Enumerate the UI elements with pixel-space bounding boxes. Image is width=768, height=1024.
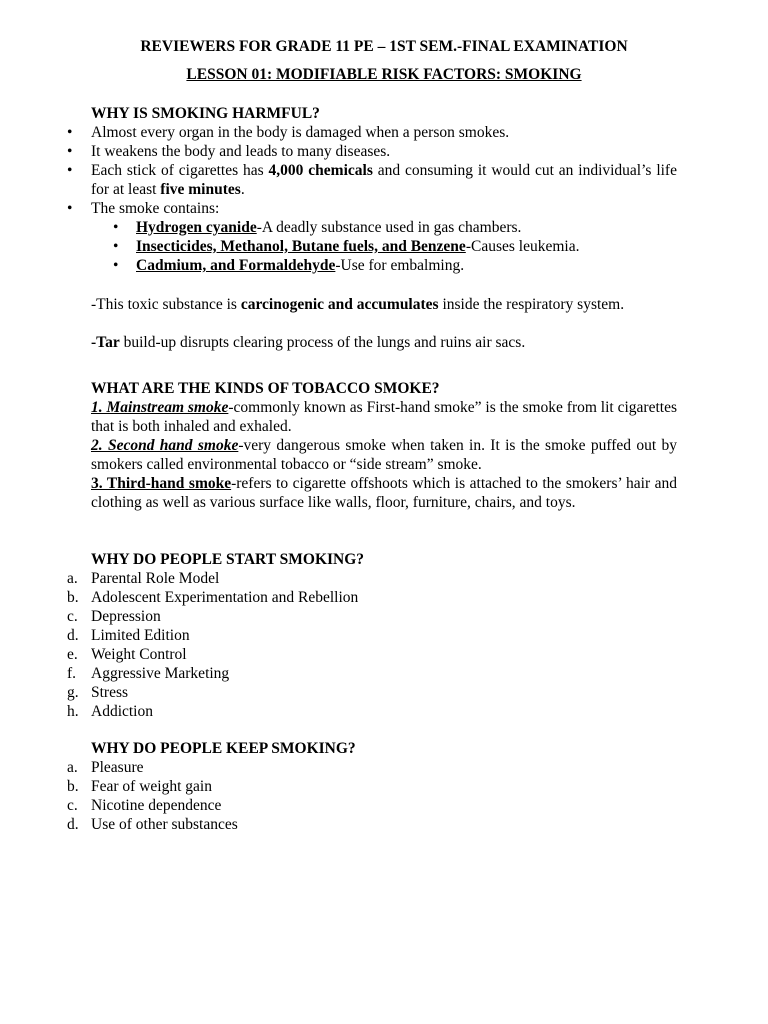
kind-name: 2. Second hand smoke bbox=[91, 437, 239, 454]
emphasis-text: five minutes bbox=[160, 181, 241, 198]
sub-list-item bbox=[113, 256, 677, 275]
list-marker: b. bbox=[67, 778, 79, 795]
list-marker: c. bbox=[67, 608, 78, 625]
substance-desc: -A deadly substance used in gas chambers. bbox=[256, 219, 522, 236]
lesson-title: LESSON 01: MODIFIABLE RISK FACTORS: SMOKING bbox=[186, 66, 582, 83]
bullet-marker: • bbox=[67, 143, 73, 160]
kind-entry bbox=[91, 436, 677, 474]
list-item-text: Addiction bbox=[91, 703, 153, 720]
section-heading: WHY DO PEOPLE START SMOKING? bbox=[91, 551, 365, 568]
kind-name: 1. Mainstream smoke bbox=[91, 399, 229, 416]
list-item-text: Fear of weight gain bbox=[91, 778, 212, 795]
section-heading: WHY DO PEOPLE KEEP SMOKING? bbox=[91, 740, 356, 757]
list-marker: e. bbox=[67, 646, 78, 663]
toxic-paragraph bbox=[91, 295, 677, 314]
section-start bbox=[67, 550, 677, 721]
substance-name: Insecticides, Methanol, Butane fuels, and Benzene bbox=[136, 238, 466, 255]
list-item-text: Aggressive Marketing bbox=[91, 665, 230, 682]
section-kinds bbox=[91, 379, 677, 512]
emphasis-text: 4,000 chemicals bbox=[268, 162, 373, 179]
section-heading: WHAT ARE THE KINDS OF TOBACCO SMOKE? bbox=[91, 380, 440, 397]
section-keep bbox=[67, 739, 677, 834]
kind-desc: -refers to cigarette offshoots which is attached to the smokers’ hair and clothing as well as various surface like walls, floor, furniture, chairs, and toys. bbox=[91, 475, 678, 511]
section-harmful bbox=[67, 104, 677, 275]
list-item bbox=[67, 777, 677, 796]
list-item bbox=[67, 664, 677, 683]
list-item bbox=[67, 588, 677, 607]
list-item bbox=[67, 142, 677, 161]
list-item bbox=[67, 607, 677, 626]
list-item-text: . bbox=[240, 181, 245, 198]
list-item-text: Adolescent Experimentation and Rebellion bbox=[91, 589, 359, 606]
paragraph-text: -This toxic substance is bbox=[91, 296, 241, 313]
list-marker: h. bbox=[67, 703, 79, 720]
bullet-marker: • bbox=[67, 124, 73, 141]
paragraph-text: build-up disrupts clearing process of the lungs and ruins air sacs. bbox=[119, 334, 526, 351]
substance-desc: -Causes leukemia. bbox=[465, 238, 580, 255]
list-item-text: Pleasure bbox=[91, 759, 144, 776]
list-item bbox=[67, 626, 677, 645]
substance-name: Cadmium, and Formaldehyde bbox=[136, 257, 336, 274]
list-marker: c. bbox=[67, 797, 78, 814]
bullet-marker: • bbox=[113, 257, 119, 274]
list-item-text: Limited Edition bbox=[91, 627, 190, 644]
kind-desc: -very dangerous smoke when taken in. It is the smoke puffed out by smokers called environmental tobacco or “side stream” smoke. bbox=[91, 437, 677, 473]
list-marker: b. bbox=[67, 589, 79, 606]
emphasis-text: carcinogenic and accumulates bbox=[240, 296, 439, 313]
document-title: REVIEWERS FOR GRADE 11 PE – 1ST SEM.-FINAL EXAMINATION bbox=[140, 38, 628, 55]
bullet-marker: • bbox=[67, 162, 73, 179]
list-item bbox=[67, 815, 677, 834]
section-heading: WHY IS SMOKING HARMFUL? bbox=[91, 105, 320, 122]
list-marker: f. bbox=[67, 665, 77, 682]
list-item-text: It weakens the body and leads to many diseases. bbox=[91, 143, 391, 160]
sub-list-item bbox=[113, 218, 677, 237]
list-item-text: and consuming it would cut an individual’s life for at least bbox=[91, 162, 677, 198]
list-item bbox=[67, 569, 677, 588]
substance-name: Hydrogen cyanide bbox=[136, 219, 257, 236]
list-item-text: Each stick of cigarettes has bbox=[91, 162, 269, 179]
list-item bbox=[67, 683, 677, 702]
list-marker: d. bbox=[67, 816, 79, 833]
kind-desc: -commonly known as First-hand smoke” is the smoke from lit cigarettes that is both inhaled and exhaled. bbox=[91, 399, 677, 435]
list-item-text: Stress bbox=[91, 684, 129, 701]
emphasis-text: -Tar bbox=[91, 334, 120, 351]
bullet-marker: • bbox=[113, 219, 119, 236]
list-item bbox=[67, 702, 677, 721]
list-item-text: Weight Control bbox=[91, 646, 187, 663]
list-marker: a. bbox=[67, 570, 78, 587]
list-item-text: Depression bbox=[91, 608, 161, 625]
list-item-text: Nicotine dependence bbox=[91, 797, 222, 814]
list-item bbox=[67, 123, 677, 142]
list-marker: d. bbox=[67, 627, 79, 644]
kind-entry bbox=[91, 474, 677, 512]
list-item bbox=[67, 161, 677, 199]
kind-name: 3. Third-hand smoke bbox=[91, 475, 232, 492]
bullet-marker: • bbox=[113, 238, 119, 255]
tar-paragraph bbox=[91, 333, 677, 352]
list-item bbox=[67, 758, 677, 777]
list-item-text: The smoke contains: bbox=[91, 200, 220, 217]
sub-list-item bbox=[113, 237, 677, 256]
list-item bbox=[67, 199, 677, 218]
kind-entry bbox=[91, 398, 677, 436]
list-marker: g. bbox=[67, 684, 79, 701]
list-item bbox=[67, 796, 677, 815]
paragraph-text: inside the respiratory system. bbox=[438, 296, 625, 313]
bullet-marker: • bbox=[67, 200, 73, 217]
substance-desc: -Use for embalming. bbox=[335, 257, 465, 274]
list-item-text: Use of other substances bbox=[91, 816, 238, 833]
list-item-text: Parental Role Model bbox=[91, 570, 220, 587]
list-item-text: Almost every organ in the body is damaged when a person smokes. bbox=[91, 124, 510, 141]
list-item bbox=[67, 645, 677, 664]
list-marker: a. bbox=[67, 759, 78, 776]
